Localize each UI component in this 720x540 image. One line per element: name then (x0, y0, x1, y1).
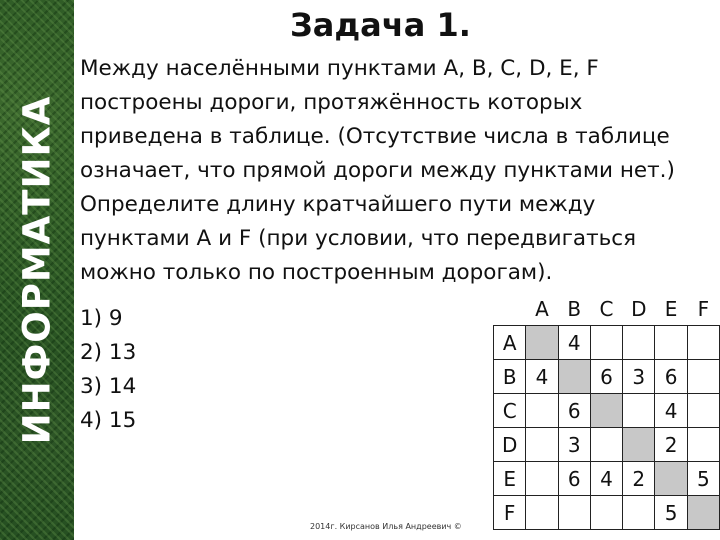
column-header: F (697, 296, 710, 321)
table-cell (558, 360, 590, 394)
answer-option-4: 4) 15 (80, 408, 137, 433)
table-header-row (494, 292, 720, 326)
distance-table (493, 292, 720, 530)
table-cell (590, 326, 622, 360)
answer-option-1: 1) 9 (80, 306, 123, 331)
column-header: A (535, 296, 549, 321)
table-cell (526, 496, 558, 530)
sidebar-banner (0, 0, 74, 540)
table-cell (687, 326, 719, 360)
row-header: E (494, 462, 526, 496)
table-cell (590, 428, 622, 462)
copyright-footer: 2014г. Кирсанов Илья Андреевич © (310, 522, 462, 531)
row-header: B (494, 360, 526, 394)
table-cell: 4 (558, 326, 590, 360)
table-row (494, 496, 720, 530)
table-cell: 5 (655, 496, 687, 530)
table-cell: 4 (655, 394, 687, 428)
table-cell (526, 394, 558, 428)
table-cell (590, 394, 622, 428)
table-cell (558, 496, 590, 530)
table-cell (623, 394, 655, 428)
column-header: D (631, 296, 647, 321)
table-cell: 3 (558, 428, 590, 462)
table-cell (687, 428, 719, 462)
row-header: D (494, 428, 526, 462)
answer-option-2: 2) 13 (80, 340, 137, 365)
table-cell: 2 (623, 462, 655, 496)
answer-option-3: 3) 14 (80, 374, 137, 399)
table-row (494, 462, 720, 496)
sidebar-label: ИНФОРМАТИКА (15, 95, 59, 445)
table-cell: 4 (590, 462, 622, 496)
table-cell: 4 (526, 360, 558, 394)
table-cell (687, 394, 719, 428)
answer-options (80, 302, 136, 438)
table-cell (687, 496, 719, 530)
table-cell (590, 496, 622, 530)
table-cell (623, 326, 655, 360)
table-row (494, 394, 720, 428)
task-paragraph-conditions: Между населёнными пунктами A, B, C, D, E, F построены дороги, протяжённость которых приведена в таблице. (Отсутствие числа в таблице означает, что прямой дороги между пунктами нет.) (80, 56, 675, 183)
table-cell (687, 360, 719, 394)
table-cell (526, 428, 558, 462)
table-cell (623, 496, 655, 530)
row-header: F (494, 496, 526, 530)
table-cell (655, 462, 687, 496)
table-cell (526, 326, 558, 360)
table-cell (623, 428, 655, 462)
table-row (494, 428, 720, 462)
table-row (494, 360, 720, 394)
table-corner (494, 292, 526, 326)
column-header: C (599, 296, 614, 321)
table-cell: 6 (558, 394, 590, 428)
table-cell: 3 (623, 360, 655, 394)
task-text (80, 52, 720, 290)
table-row (494, 326, 720, 360)
task-paragraph-question: Определите длину кратчайшего пути между пунктами A и F (при условии, что передвигаться можно только по построенным дорогам). (80, 192, 637, 285)
table-cell: 6 (590, 360, 622, 394)
slide-title: Задача 1. (290, 6, 471, 44)
row-header: A (494, 326, 526, 360)
table-cell: 6 (655, 360, 687, 394)
table-cell (526, 462, 558, 496)
table-cell: 2 (655, 428, 687, 462)
column-header: B (567, 296, 582, 321)
table-cell (655, 326, 687, 360)
row-header: C (494, 394, 526, 428)
column-header: E (664, 296, 678, 321)
table-cell: 5 (687, 462, 719, 496)
table-cell: 6 (558, 462, 590, 496)
